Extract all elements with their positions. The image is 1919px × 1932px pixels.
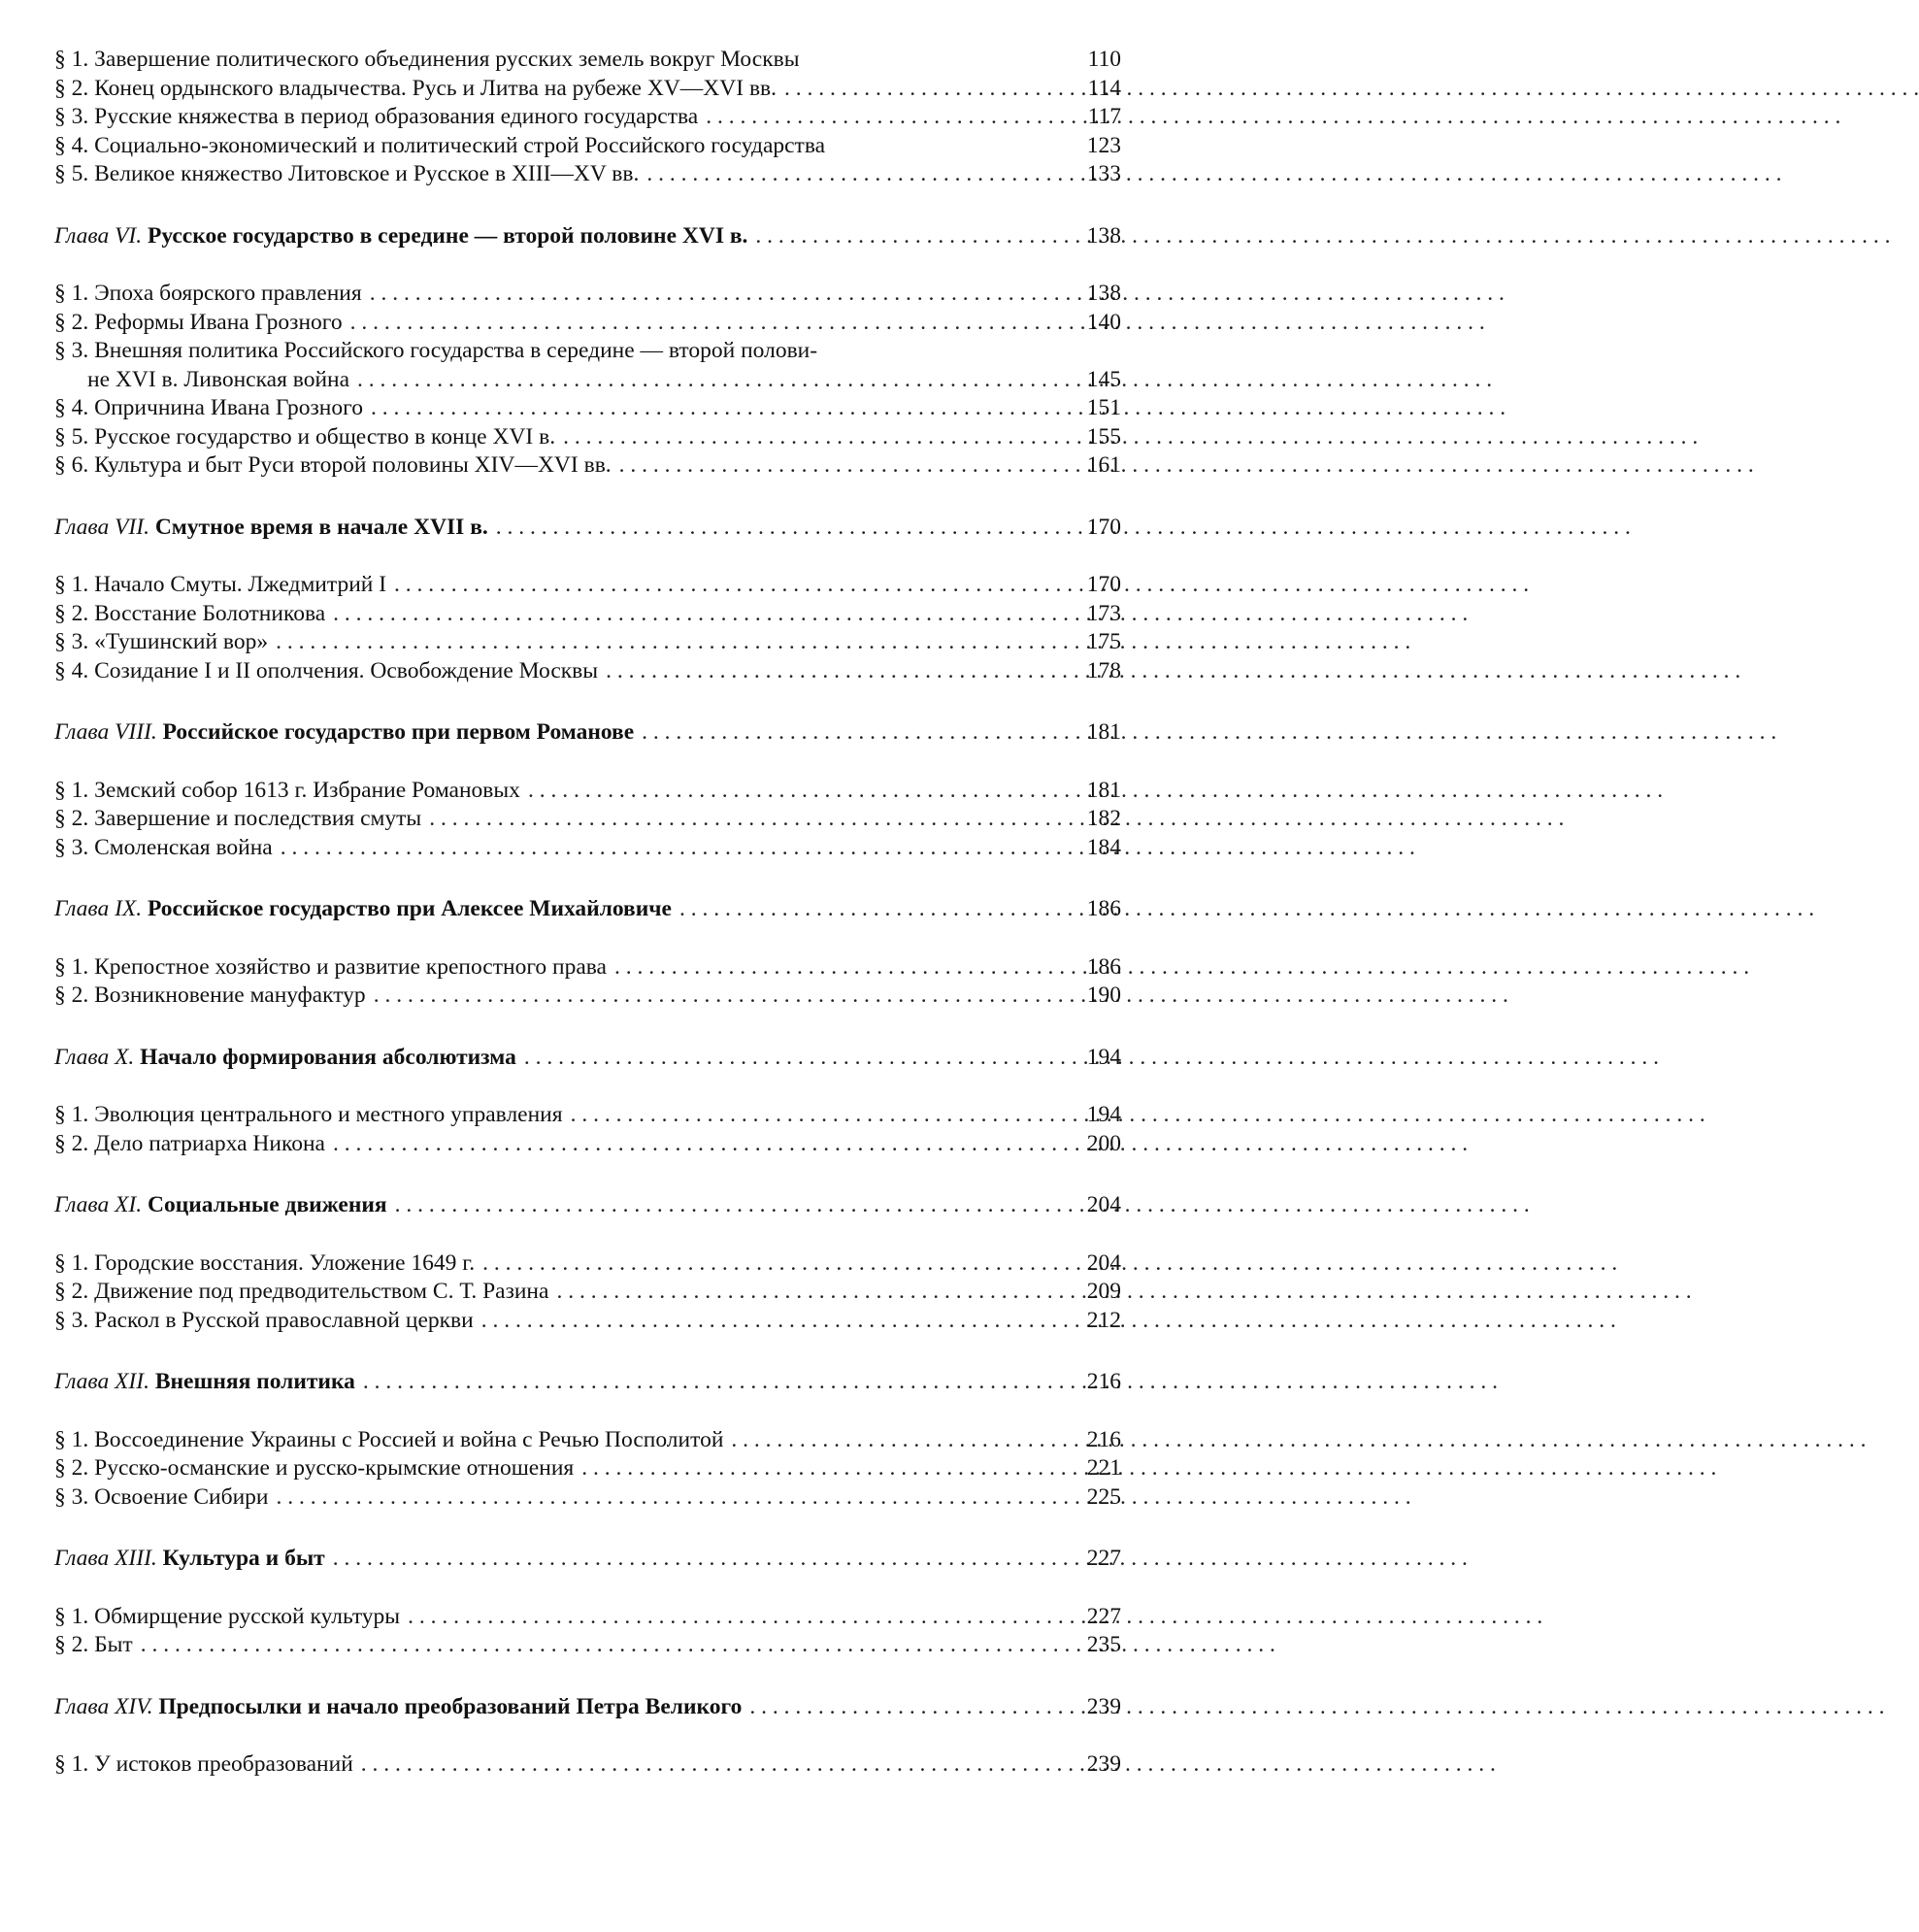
section-number: § 3.: [54, 1483, 89, 1510]
toc-section-entry: [54, 1278, 1121, 1307]
section-title-text: Возникновение мануфактур: [94, 983, 366, 1008]
dot-leader: [528, 777, 1059, 806]
chapter-label: Глава XII.: [54, 1369, 149, 1394]
dot-leader: [706, 103, 1059, 132]
dot-leader: [481, 1307, 1059, 1336]
section-number: § 5.: [54, 423, 89, 450]
chapter-label: Глава VI.: [54, 222, 143, 249]
chapter-heading: [54, 718, 634, 748]
page-number: 110: [1087, 47, 1121, 72]
section-number: § 1.: [54, 1751, 89, 1777]
toc-section-entry: [54, 132, 1121, 161]
page-number: 239: [1086, 1693, 1121, 1719]
toc-section-entry: [54, 1249, 1121, 1279]
dot-leader: [642, 718, 1059, 748]
section-number: § 2.: [54, 600, 89, 626]
section-title-text: Эволюция центрального и местного управления: [94, 1102, 563, 1127]
dot-leader: [333, 600, 1059, 629]
toc-section-entry: [54, 1603, 1121, 1632]
dot-leader: [571, 1101, 1059, 1130]
dot-leader: [581, 1454, 1059, 1483]
page-number: 194: [1086, 1102, 1121, 1127]
section-title-text: Обмирщение русской культуры: [94, 1603, 401, 1629]
toc-chapter-entry: [54, 1191, 1121, 1220]
section-title: [54, 423, 555, 452]
chapter-heading: [54, 1693, 742, 1722]
dot-leader: [755, 222, 1059, 251]
dot-leader: [333, 1130, 1059, 1159]
dot-leader: [374, 982, 1059, 1011]
chapter-label: Глава VII.: [54, 514, 149, 540]
section-number: § 3.: [54, 629, 89, 654]
section-title: [54, 953, 607, 983]
page-number: 194: [1086, 1044, 1121, 1070]
dot-leader: [281, 834, 1059, 863]
section-group: [54, 1249, 1121, 1336]
section-title-text: Завершение и последствия смуты: [94, 806, 422, 831]
section-title-text: Социально-экономический и политический строй Российского государства: [94, 132, 826, 158]
toc-section-entry: [54, 777, 1121, 806]
section-title-continuation: не XVI в. Ливонская война: [87, 366, 350, 392]
section-title: [54, 1307, 474, 1336]
page-number: 212: [1086, 1307, 1121, 1333]
page-number: 239: [1086, 1751, 1121, 1777]
section-title-text: У истоков преобразований: [94, 1751, 353, 1777]
toc-section-entry: [54, 1454, 1121, 1483]
toc-chapter-entry: [54, 1693, 1121, 1722]
section-title: [54, 1101, 563, 1130]
toc-chapter-entry: [54, 1545, 1121, 1574]
section-title: [54, 1631, 133, 1660]
section-title-text: Русско-османские и русско-крымские отношения: [94, 1455, 575, 1481]
dot-leader: [563, 423, 1059, 452]
chapter-title: Культура и быт: [162, 1546, 325, 1571]
page-number: 114: [1087, 75, 1121, 101]
section-title-text: Великое княжество Литовское и Русское в XIII—XV вв.: [94, 161, 640, 186]
section-number: § 4.: [54, 657, 89, 683]
section-group: [54, 953, 1121, 1011]
section-number: § 2.: [54, 983, 89, 1008]
section-title-text: Эпоха боярского правления: [94, 281, 362, 306]
section-number: § 2.: [54, 1279, 89, 1304]
page-number: 117: [1087, 104, 1121, 129]
chapter-title: Социальные движения: [148, 1192, 387, 1217]
toc-chapter-entry: [54, 514, 1121, 543]
section-title: [54, 132, 1065, 161]
chapter-label: Глава VIII.: [54, 719, 157, 745]
section-title: [54, 280, 362, 309]
dot-leader: [482, 1249, 1059, 1279]
section-title-text: Завершение политического объединения русских земель вокруг Москвы: [94, 47, 800, 72]
toc-section-entry: [54, 394, 1121, 423]
page-number: 138: [1086, 222, 1121, 249]
page-number: 138: [1086, 281, 1121, 306]
chapter-heading: [54, 1545, 325, 1574]
section-number: § 3.: [54, 1307, 89, 1333]
dot-leader: [408, 1603, 1059, 1632]
section-number: § 4.: [54, 132, 89, 158]
section-title-text: Освоение Сибири: [94, 1483, 269, 1510]
dot-leader: [614, 953, 1059, 983]
dot-leader: [429, 805, 1059, 834]
toc-section-entry: [54, 1426, 1121, 1455]
section-title: [54, 309, 343, 338]
section-number: § 2.: [54, 1455, 89, 1481]
section-title: [54, 1278, 548, 1307]
page-number: 145: [1086, 366, 1121, 392]
section-group: [54, 1603, 1121, 1660]
page-number: 181: [1086, 777, 1121, 803]
page-number: 151: [1086, 395, 1121, 420]
section-number: § 1.: [54, 777, 89, 803]
section-title: [54, 160, 639, 189]
section-title: [54, 805, 421, 834]
section-title: [54, 1603, 400, 1632]
toc-section-continuation: [54, 366, 1121, 395]
chapter-title: Российское государство при первом Романове: [162, 719, 635, 745]
section-title: [54, 982, 366, 1011]
section-number: § 3.: [54, 104, 89, 129]
section-title-text: Русское государство и общество в конце XVI в.: [94, 423, 556, 450]
section-number: § 1.: [54, 1426, 89, 1452]
chapter-title: Начало формирования абсолютизма: [140, 1044, 516, 1070]
section-number: § 1.: [54, 47, 89, 72]
dot-leader: [749, 1693, 1059, 1722]
toc-section-entry: [54, 805, 1121, 834]
chapter-title: Российское государство при Алексее Михайловиче: [148, 896, 672, 921]
chapter-title: Русское государство в середине — второй половине XVI в.: [148, 222, 748, 249]
toc-section-entry: [54, 451, 1121, 481]
page-number: 221: [1086, 1455, 1121, 1481]
section-title: [54, 103, 698, 132]
toc-chapter-entry: [54, 222, 1121, 251]
section-title: [54, 657, 598, 686]
section-title: [54, 451, 612, 481]
section-title: [54, 600, 325, 629]
section-title: [54, 46, 1065, 75]
section-number: § 1.: [54, 281, 89, 306]
section-number: § 2.: [54, 75, 89, 101]
toc-section-entry: [54, 1483, 1121, 1513]
toc-section-entry: [54, 628, 1121, 657]
dot-leader: [496, 514, 1059, 543]
section-group: [54, 777, 1121, 863]
chapter-label: Глава XIII.: [54, 1546, 157, 1571]
section-title-text: Крепостное хозяйство и развитие крепостного права: [94, 953, 607, 980]
toc-section-entry: [54, 600, 1121, 629]
dot-leader: [333, 1545, 1059, 1574]
toc-section-entry: [54, 571, 1121, 600]
section-number: § 1.: [54, 1603, 89, 1629]
section-title: [54, 834, 273, 863]
page-number: 190: [1086, 983, 1121, 1008]
toc-section-entry: [54, 953, 1121, 983]
page-number: 216: [1086, 1369, 1121, 1394]
page-number: 209: [1086, 1279, 1121, 1304]
toc-section-entry: [54, 1130, 1121, 1159]
section-title-text: «Тушинский вор»: [94, 629, 269, 654]
dot-leader: [394, 571, 1059, 600]
section-title: [54, 1483, 269, 1513]
section-title: [54, 337, 1065, 366]
page-number: 227: [1086, 1546, 1121, 1571]
section-title-text: Русские княжества в период образования единого государства: [94, 104, 699, 129]
dot-leader: [619, 451, 1059, 481]
section-number: § 5.: [54, 161, 89, 186]
toc-section-entry: [54, 423, 1121, 452]
table-of-contents: [54, 46, 1121, 1780]
toc-section-entry: [54, 46, 1121, 75]
chapter-heading: [54, 1044, 516, 1073]
toc-section-entry: [54, 309, 1121, 338]
section-title-text: Реформы Ивана Грозного: [94, 309, 343, 335]
section-title: [54, 1750, 353, 1780]
chapter-heading: [54, 1368, 355, 1397]
section-title-text: Городские восстания. Уложение 1649 г.: [94, 1249, 476, 1276]
dot-leader: [350, 309, 1059, 338]
section-title-text: Движение под предводительством С. Т. Разина: [94, 1279, 549, 1304]
section-title: [54, 1249, 475, 1279]
section-title-text: Быт: [94, 1632, 133, 1657]
chapter-heading: [54, 222, 747, 251]
toc-section-entry: [54, 657, 1121, 686]
section-title-text: Восстание Болотникова: [94, 600, 326, 626]
dot-leader: [731, 1426, 1059, 1455]
page-number: 186: [1086, 896, 1121, 921]
page-number: 178: [1086, 657, 1121, 683]
page-number: 186: [1086, 953, 1121, 980]
page-number: 173: [1086, 600, 1121, 626]
chapter-label: Глава IX.: [54, 896, 143, 921]
section-title-text: Культура и быт Руси второй половины XIV—XVI вв.: [94, 452, 612, 478]
page-number: 161: [1086, 452, 1121, 478]
page-number: 182: [1086, 806, 1121, 831]
page-number: 227: [1086, 1603, 1121, 1629]
toc-chapter-entry: [54, 718, 1121, 748]
toc-section-entry: [54, 75, 1121, 104]
section-number: § 3.: [54, 834, 89, 860]
dot-leader: [277, 1483, 1060, 1513]
section-number: § 2.: [54, 309, 89, 335]
section-number: § 1.: [54, 1249, 89, 1276]
section-title: [54, 1454, 574, 1483]
section-title-text: Раскол в Русской православной церкви: [94, 1307, 474, 1333]
page-number: 235: [1086, 1632, 1121, 1657]
section-group: [54, 1426, 1121, 1513]
section-title-text: Дело патриарха Никона: [94, 1130, 325, 1156]
section-title-text: Смоленская война: [94, 834, 273, 860]
toc-chapter-entry: [54, 1044, 1121, 1073]
page-number: 175: [1086, 629, 1121, 654]
section-number: § 1.: [54, 1102, 89, 1127]
toc-section-entry: [54, 1631, 1121, 1660]
toc-section-entry: [54, 1750, 1121, 1780]
section-title-text: Начало Смуты. Лжедмитрий I: [94, 572, 387, 597]
toc-section-entry: [54, 982, 1121, 1011]
section-number: § 6.: [54, 452, 89, 478]
page-number: 216: [1086, 1426, 1121, 1452]
dot-leader: [371, 394, 1059, 423]
dot-leader: [276, 628, 1059, 657]
chapter-title: Смутное время в начале XVII в.: [154, 514, 488, 540]
toc-section-entry: [54, 337, 1121, 366]
section-title: [54, 571, 386, 600]
section-title: [54, 628, 268, 657]
section-group: [54, 1101, 1121, 1158]
dot-leader: [646, 160, 1059, 189]
page-number: 184: [1086, 834, 1121, 860]
section-number: § 2.: [54, 1632, 89, 1657]
dot-leader: [141, 1631, 1059, 1660]
section-title: [54, 1130, 325, 1159]
toc-section-entry: [54, 1101, 1121, 1130]
dot-leader: [606, 657, 1059, 686]
section-title: [54, 75, 777, 104]
page-number: 204: [1086, 1192, 1121, 1217]
section-title: [54, 1426, 723, 1455]
dot-leader: [361, 1750, 1059, 1780]
chapter-heading: [54, 1191, 387, 1220]
section-number: § 1.: [54, 572, 89, 597]
page-number: 170: [1086, 572, 1121, 597]
chapter-heading: [54, 895, 672, 924]
toc-section-entry: [54, 280, 1121, 309]
dot-leader: [395, 1191, 1059, 1220]
section-title-text: Конец ордынского владычества. Русь и Литва на рубеже XV—XVI вв.: [94, 75, 778, 101]
page-number: 200: [1086, 1130, 1121, 1156]
section-number: § 1.: [54, 953, 89, 980]
section-title-text: Воссоединение Украины с Россией и война с Речью Посполитой: [94, 1426, 724, 1452]
toc-chapter-entry: [54, 1368, 1121, 1397]
dot-leader: [357, 366, 1059, 395]
dot-leader: [363, 1368, 1059, 1397]
section-title-text: Земский собор 1613 г. Избрание Романовых: [94, 777, 520, 803]
section-number: § 2.: [54, 1130, 89, 1156]
section-title-text: Созидание I и II ополчения. Освобождение Москвы: [94, 657, 599, 683]
toc-section-entry: [54, 103, 1121, 132]
page-number: 133: [1086, 161, 1121, 186]
page-number: 155: [1086, 423, 1121, 450]
section-number: § 4.: [54, 395, 89, 420]
page-number: 170: [1086, 514, 1121, 540]
page-number: 181: [1086, 719, 1121, 745]
section-title-text: Опричнина Ивана Грозного: [94, 395, 363, 420]
page-number: 123: [1086, 132, 1121, 158]
section-number: § 3.: [54, 338, 89, 363]
chapter-title: Внешняя политика: [154, 1369, 355, 1394]
dot-leader: [524, 1044, 1059, 1073]
section-number: § 2.: [54, 806, 89, 831]
chapter-label: Глава XIV.: [54, 1693, 153, 1719]
page-number: 140: [1086, 309, 1121, 335]
section-group: [54, 46, 1121, 189]
section-title-text: Внешняя политика Российского государства в середине — второй полови-: [94, 338, 818, 363]
section-group: [54, 1750, 1121, 1780]
section-title: [54, 394, 363, 423]
toc-section-entry: [54, 1307, 1121, 1336]
chapter-heading: [54, 514, 488, 543]
toc-chapter-entry: [54, 895, 1121, 924]
chapter-title: Предпосылки и начало преобразований Петра Великого: [158, 1693, 743, 1719]
section-group: [54, 571, 1121, 685]
chapter-label: Глава X.: [54, 1044, 135, 1070]
dot-leader: [679, 895, 1059, 924]
dot-leader: [784, 75, 1059, 104]
page-number: 204: [1086, 1249, 1121, 1276]
dot-leader: [556, 1278, 1059, 1307]
dot-leader: [370, 280, 1059, 309]
chapter-label: Глава XI.: [54, 1192, 143, 1217]
page-number: 225: [1086, 1483, 1121, 1510]
toc-section-entry: [54, 834, 1121, 863]
section-title: [54, 777, 520, 806]
section-group: [54, 280, 1121, 481]
toc-section-entry: [54, 160, 1121, 189]
